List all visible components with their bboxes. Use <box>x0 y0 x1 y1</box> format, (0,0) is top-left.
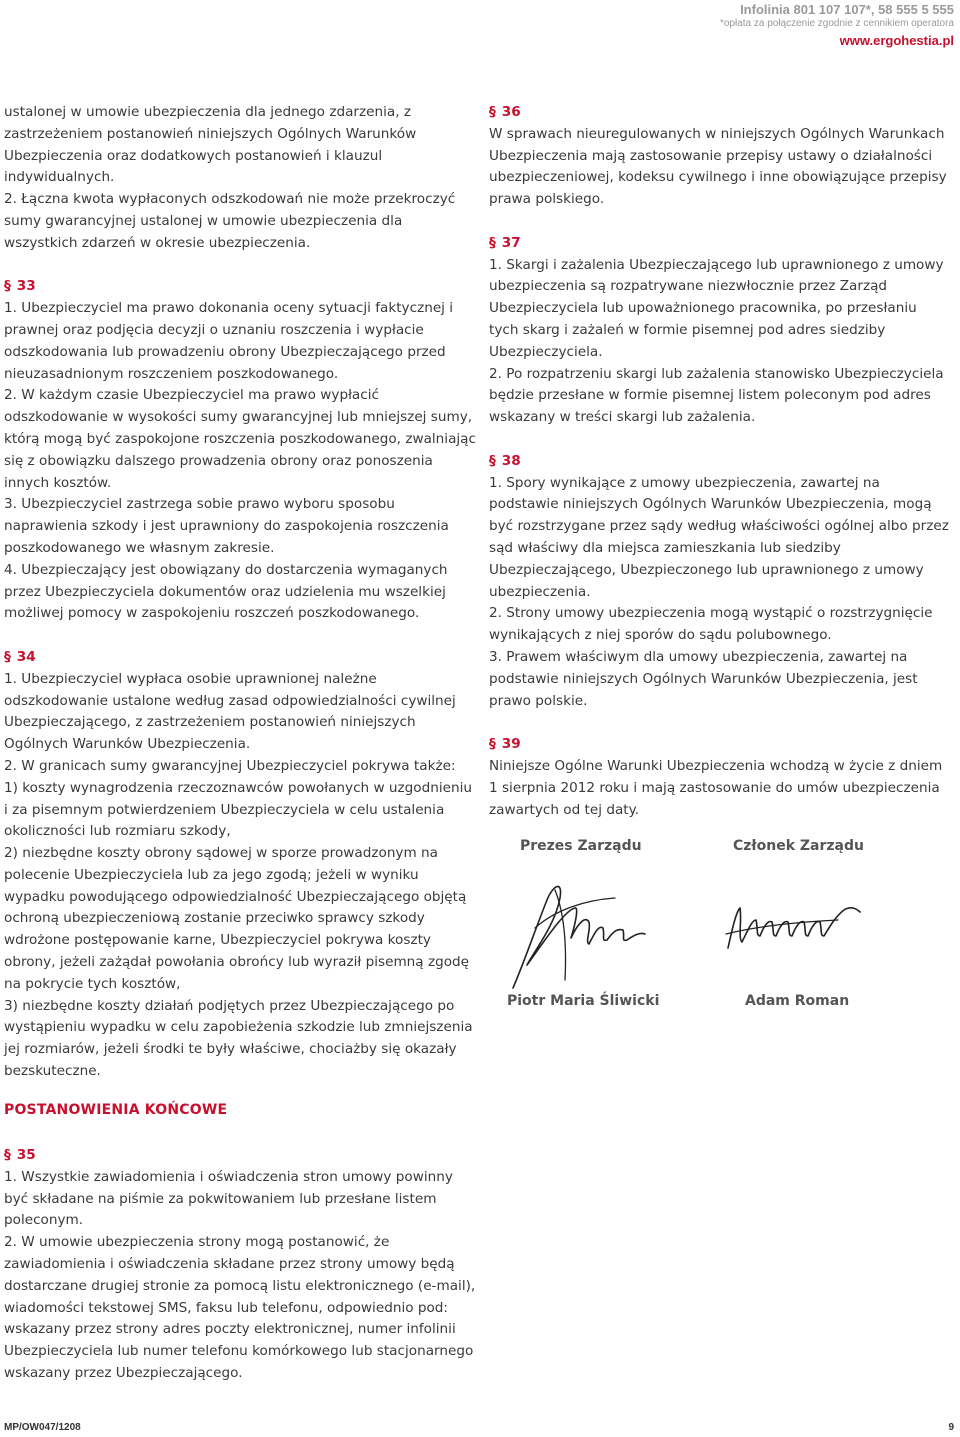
paragraph: 1. Ubezpieczyciel wypłaca osobie uprawnionej należne odszkodowanie ustalone według zasad odpowiedzialności cywilnej Ubezpieczającego, z zastrzeżeniem postanowień niniejszych Ogólnych Warunków Ubezpieczenia. <box>4 670 456 753</box>
paragraph: 2. W granicach sumy gwarancyjnej Ubezpieczyciel pokrywa także: <box>4 757 456 774</box>
section-heading-35: § 35 <box>4 1147 36 1163</box>
right-column <box>489 102 949 821</box>
signature-image-president <box>505 870 655 995</box>
section-heading-39: § 39 <box>489 736 521 753</box>
section-heading-33: § 33 <box>4 278 36 295</box>
section-heading-36: § 36 <box>489 104 521 120</box>
hotline-number: Infolinia 801 107 107*, 58 555 5 555 <box>740 2 954 17</box>
paragraph: 3. Ubezpieczyciel zastrzega sobie prawo wyboru sposobu naprawienia szkody i jest uprawniony do zaspokojenia roszczenia poszkodowanego we własnym zakresie. <box>4 496 449 556</box>
section-heading-37: § 37 <box>489 234 521 251</box>
paragraph: W sprawach nieuregulowanych w niniejszych Ogólnych Warunkach Ubezpieczenia mają zastosowanie przepisy ustawy o działalności ubezpieczeniowej, kodeksu cywilnego i inne obowiązujące przepisy prawa polskiego. <box>489 125 947 208</box>
paragraph: 1. Wszystkie zawiadomienia i oświadczenia stron umowy powinny być składane na piśmie za pokwitowaniem lub przesłane listem poleconym. <box>4 1168 453 1229</box>
section-heading-38: § 38 <box>489 452 521 469</box>
website-link[interactable]: www.ergohestia.pl <box>839 33 954 48</box>
paragraph: 2. W umowie ubezpieczenia strony mogą postanowić, że zawiadomienia i oświadczenia składane przez strony umowy będą dostarczane drugiej stronie za pomocą listu elektronicznego (e-mail), wiadomości tekstowej SMS, faksu lub telefonu, odpowiednio pod: wskazany przez strony adres poczty elektronicznej, numer infolinii Ubezpieczyciela lub numer telefonu komórkowego lub stacjonarnego wskazany przez Ubezpieczającego. <box>4 1234 476 1381</box>
document-code: MP/OW047/1208 <box>4 1422 81 1433</box>
page-number: 9 <box>948 1422 954 1433</box>
signature-name-board-member: Adam Roman <box>745 993 850 1009</box>
final-provisions-column <box>4 1145 476 1385</box>
signature-name-president: Piotr Maria Śliwicki <box>507 993 660 1009</box>
paragraph: 1) koszty wynagrodzenia rzeczoznawców powołanych w uzgodnieniu i za pisemnym potwierdzeniem Ubezpieczyciela w celu ustalenia okoliczności lub rozmiaru szkody, <box>4 779 473 840</box>
signature-image-board-member <box>718 890 868 960</box>
final-provisions-title: POSTANOWIENIA KOŃCOWE <box>4 1102 228 1118</box>
left-column <box>4 102 476 1083</box>
paragraph: ustalonej w umowie ubezpieczenia dla jednego zdarzenia, z zastrzeżeniem postanowień niniejszych Ogólnych Warunków Ubezpieczenia oraz dodatkowych postanowień i klauzul indywidualnych. <box>4 104 417 186</box>
hotline-note: *opłata za połączenie zgodnie z cennikiem operatora <box>719 18 954 29</box>
paragraph: 1. Skargi i zażalenia Ubezpieczającego lub uprawnionego z umowy ubezpieczenia są rozpatrywane niezwłocznie przez Zarząd Ubezpieczyciela lub upoważnionego pracownika, po przesłaniu tych skarg i zażaleń w formie pisemnej pod adres siedziby Ubezpieczyciela. <box>489 256 944 360</box>
header-contact <box>720 2 954 50</box>
paragraph: 2. W każdym czasie Ubezpieczyciel ma prawo wypłacić odszkodowanie w wysokości sumy gwarancyjnej lub mniejszej sumy, którą mogą być zaspokojone roszczenia poszkodowanego, zwalniając się z obowiązku dalszego prowadzenia obrony oraz ponoszenia innych kosztów. <box>4 387 476 491</box>
signature-title-president: Prezes Zarządu <box>520 838 642 854</box>
paragraph: 2. Łączna kwota wypłaconych odszkodowań nie może przekroczyć sumy gwarancyjnej ustalonej w umowie ubezpieczenia dla wszystkich zdarzeń w okresie ubezpieczenia. <box>4 191 456 251</box>
section-heading-34: § 34 <box>4 648 36 665</box>
paragraph: 3) niezbędne koszty działań podjętych przez Ubezpieczającego po wystąpieniu wypadku w celu zapobieżenia szkodzie lub zmniejszenia jej rozmiarów, jeżeli środki te były właściwe, chociażby się okazały bezskuteczne. <box>4 997 473 1080</box>
paragraph: 1. Spory wynikające z umowy ubezpieczenia, zawartej na podstawie niniejszych Ogólnych Warunków Ubezpieczenia, mogą być rozstrzygane przez sądy według właściwości ogólnej albo przez sąd właściwy dla miejsca zamieszkania lub siedziby Ubezpieczającego, Ubezpieczonego lub uprawnionego z umowy ubezpieczenia. <box>489 474 949 600</box>
paragraph: 2) niezbędne koszty obrony sądowej w sporze prowadzonym na polecenie Ubezpieczyciela lub za jego zgodą; jeżeli w wyniku wypadku powodującego odpowiedzialność Ubezpieczającego objętą ochroną ubezpieczeniową zostanie przeciwko sprawcy szkody wdrożone postępowanie karne, Ubezpieczyciel pokrywa koszty obrony, jeżeli zażądał powołania obrońcy lub wyraził pisemną zgodę na pokrycie tych kosztów, <box>4 845 470 992</box>
paragraph: 2. Po rozpatrzeniu skargi lub zażalenia stanowisko Ubezpieczyciela będzie przesłane w formie pisemnej listem poleconym pod adres wskazany w treści skargi lub zażalenia. <box>489 365 944 426</box>
paragraph: 4. Ubezpieczający jest obowiązany do dostarczenia wymaganych przez Ubezpieczyciela dokumentów oraz udzielenia mu wszelkiej możliwej pomocy w zaspokojeniu roszczeń poszkodowanego. <box>4 561 448 622</box>
paragraph: 1. Ubezpieczyciel ma prawo dokonania oceny sytuacji faktycznej i prawnej oraz podjęcia decyzji o uznaniu roszczenia i wypłacie odszkodowania lub prowadzeniu obrony Ubezpieczającego przed nieuzasadnionym roszczeniem poszkodowanego. <box>4 300 454 382</box>
paragraph: Niniejsze Ogólne Warunki Ubezpieczenia wchodzą w życie z dniem 1 sierpnia 2012 roku i mają zastosowanie do umów ubezpieczenia zawartych od tej daty. <box>489 757 943 818</box>
paragraph: 2. Strony umowy ubezpieczenia mogą wystąpić o rozstrzygnięcie wynikających z niej sporów do sądu polubownego. <box>489 605 933 644</box>
paragraph: 3. Prawem właściwym dla umowy ubezpieczenia, zawartej na podstawie niniejszych Ogólnych Warunków Ubezpieczenia, jest prawo polskie. <box>489 648 918 709</box>
signature-title-board-member: Członek Zarządu <box>733 838 864 854</box>
